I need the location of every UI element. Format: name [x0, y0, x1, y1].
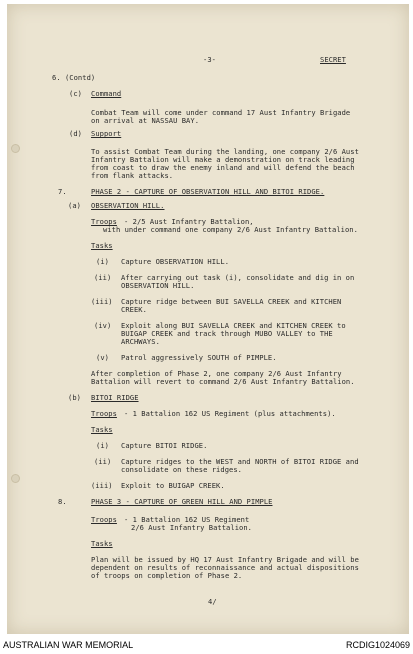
section-title: PHASE 3 - CAPTURE OF GREEN HILL AND PIMPLE [91, 497, 273, 506]
page-number: -3- [203, 55, 216, 64]
troops-line: with under command one company 2/6 Aust Infantry Battalion. [103, 225, 358, 234]
task-number: (iii) [91, 297, 113, 306]
paragraph-line: on arrival at NASSAU BAY. [91, 116, 200, 125]
paragraph-line: from coast to draw the enemy inland and will defend the beach [91, 163, 355, 172]
tasks-label: Tasks [91, 241, 113, 250]
task-line: Capture ridge between BUI SAVELLA CREEK and KITCHEN [121, 297, 342, 306]
continuation-marker: 4/ [208, 597, 217, 606]
document-page [7, 4, 409, 634]
paragraph-line: After completion of Phase 2, one company 2/6 Aust Infantry [91, 369, 342, 378]
paragraph-line: Infantry Battalion will make a demonstration on track leading [91, 155, 355, 164]
troops-label: Troops [91, 409, 117, 418]
section-title: PHASE 2 - CAPTURE OF OBSERVATION HILL AND BITOI RIDGE. [91, 187, 325, 196]
punch-hole [11, 474, 20, 483]
task-number: (i) [96, 441, 109, 450]
troops-line: - 2/5 Aust Infantry Battalion, [124, 217, 254, 226]
subsection-label: (d) [69, 129, 82, 138]
section-heading: 6. (Contd) [52, 73, 96, 82]
task-number: (ii) [94, 457, 112, 466]
paragraph-line: of troops on completion of Phase 2. [91, 571, 243, 580]
troops-line: - 1 Battalion 162 US Regiment (plus attachments). [124, 409, 336, 418]
task-line: Exploit to BUIGAP CREEK. [121, 481, 225, 490]
task-line: OBSERVATION HILL. [121, 281, 195, 290]
subsection-label: (b) [68, 393, 81, 402]
task-number: (ii) [94, 273, 112, 282]
task-line: Exploit along BUI SAVELLA CREEK and KITCHEN CREEK to [121, 321, 346, 330]
task-line: CREEK. [121, 305, 147, 314]
task-line: ARCHWAYS. [121, 337, 160, 346]
troops-line: 2/6 Aust Infantry Battalion. [131, 523, 252, 532]
classification-marking: SECRET [320, 55, 346, 64]
subsection-title: Command [91, 89, 122, 98]
task-line: Capture BITOI RIDGE. [121, 441, 208, 450]
subsection-title: Support [91, 129, 122, 138]
task-number: (i) [96, 257, 109, 266]
task-line: After carrying out task (i), consolidate and dig in on [121, 273, 355, 282]
subsection-title: OBSERVATION HILL. [91, 201, 165, 210]
task-line: Patrol aggressively SOUTH of PIMPLE. [121, 353, 277, 362]
task-line: consolidate on these ridges. [121, 465, 242, 474]
paragraph-line: Combat Team will come under command 17 Aust Infantry Brigade [91, 108, 351, 117]
subsection-label: (c) [69, 89, 82, 98]
paragraph-line: dependent on results of reconnaissance and actual dispositions [91, 563, 359, 572]
paragraph-line: Plan will be issued by HQ 17 Aust Infantry Brigade and will be [91, 555, 359, 564]
tasks-label: Tasks [91, 425, 113, 434]
task-number: (v) [96, 353, 109, 362]
troops-label: Troops [91, 515, 117, 524]
footer-credit: AUSTRALIAN WAR MEMORIAL [3, 640, 134, 650]
subsection-label: (a) [68, 201, 81, 210]
section-number: 8. [58, 497, 67, 506]
footer-record-id: RCDIG1024069 [345, 640, 410, 650]
paragraph-line: To assist Combat Team during the landing, one company 2/6 Aust [91, 147, 359, 156]
troops-line: - 1 Battalion 162 US Regiment [124, 515, 250, 524]
task-line: BUIGAP CREEK and track through MUBO VALLEY to THE [121, 329, 333, 338]
section-number: 7. [58, 187, 67, 196]
paragraph-line: from flank attacks. [91, 171, 174, 180]
task-line: Capture OBSERVATION HILL. [121, 257, 230, 266]
task-number: (iii) [91, 481, 113, 490]
paragraph-line: Battalion will revert to command 2/6 Aust Infantry Battalion. [91, 377, 355, 386]
troops-label: Troops [91, 217, 117, 226]
punch-hole [11, 144, 20, 153]
tasks-label: Tasks [91, 539, 113, 548]
task-line: Capture ridges to the WEST and NORTH of BITOI RIDGE and [121, 457, 359, 466]
task-number: (iv) [94, 321, 112, 330]
subsection-title: BITOI RIDGE [91, 393, 139, 402]
